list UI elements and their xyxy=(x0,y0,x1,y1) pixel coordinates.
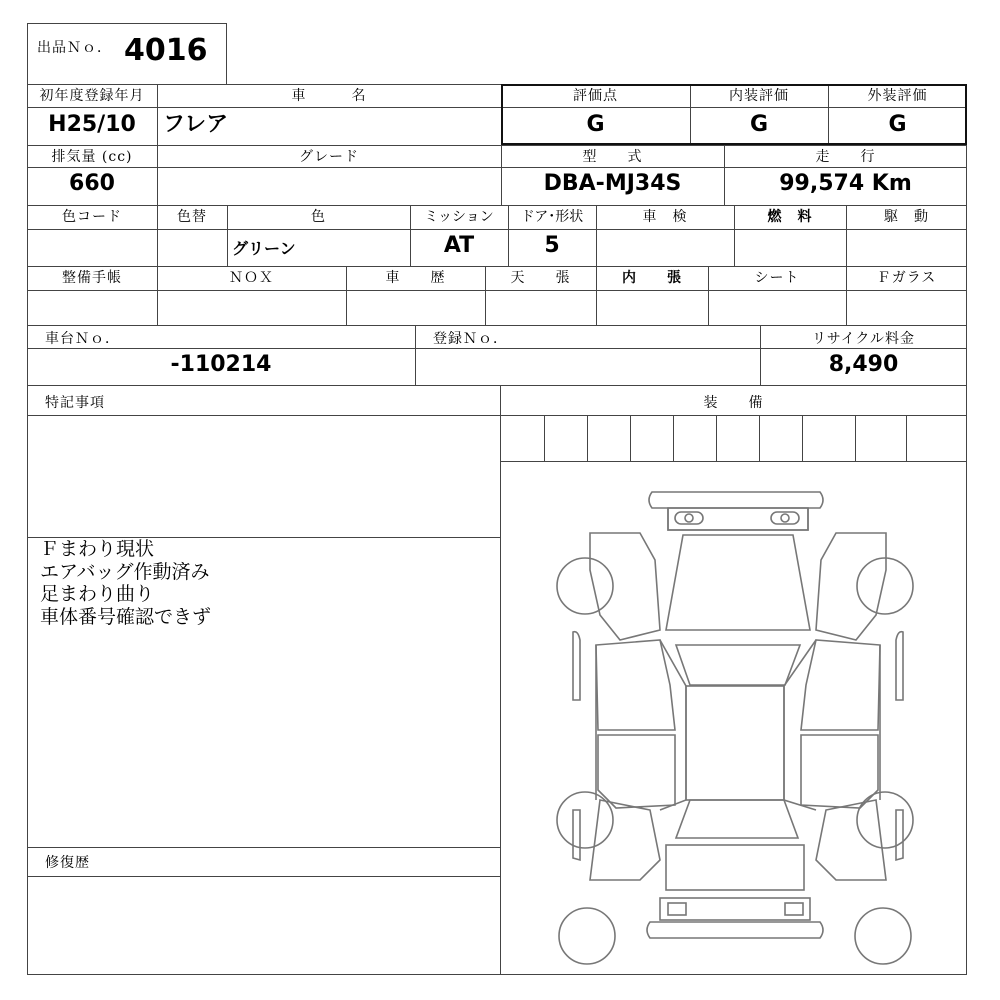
first-reg-value: H25/10 xyxy=(48,112,136,137)
repair-history-label: 修復歴 xyxy=(45,855,90,871)
remark-line: 車体番号確認できず xyxy=(40,605,212,628)
color-value: グリーン xyxy=(232,239,296,258)
remarks-notes xyxy=(40,538,211,628)
remark-line: エアバッグ作動済み xyxy=(40,560,210,583)
chassis-value: -110214 xyxy=(170,352,272,377)
nox-label: ＮＯＸ xyxy=(229,270,274,286)
model-label: 型 式 xyxy=(582,149,643,165)
color-label: 色 xyxy=(311,209,326,225)
grade-label: グレード xyxy=(299,149,359,165)
displacement-label: 排気量 (cc) xyxy=(51,149,133,165)
first-reg-label: 初年度登録年月 xyxy=(39,88,145,104)
interior-eval-value: G xyxy=(749,112,769,137)
car-name-label: 車 名 xyxy=(291,88,367,104)
repaint-label: 色替 xyxy=(177,209,207,225)
interior-eval-label: 内装評価 xyxy=(729,88,789,104)
mileage-label: 走 行 xyxy=(815,149,876,165)
exterior-eval-label: 外装評価 xyxy=(867,88,928,104)
door-label: ドア･形状 xyxy=(520,209,584,225)
remark-line: 足まわり曲り xyxy=(40,583,155,605)
color-code-label: 色コード xyxy=(62,209,122,225)
transmission-label: ミッション xyxy=(424,209,494,225)
mileage-value: 99,574 Km xyxy=(779,171,912,196)
history-label: 車 歴 xyxy=(385,270,446,286)
car-body-diagram xyxy=(501,462,966,974)
seat-label: シート xyxy=(754,270,800,286)
equipment-label: 装 備 xyxy=(703,395,764,411)
interior-trim-label: 内 張 xyxy=(622,270,682,286)
fuel-label: 燃 料 xyxy=(767,209,813,225)
front-glass-label: Ｆガラス xyxy=(876,270,937,286)
remark-line: Ｆまわり現状 xyxy=(40,538,155,560)
inspection-label: 車 検 xyxy=(642,209,688,225)
door-value: 5 xyxy=(544,233,560,258)
drive-label: 駆 動 xyxy=(884,209,929,225)
score-label: 評価点 xyxy=(573,88,618,104)
sunroof-label: 天 張 xyxy=(510,270,571,286)
lot-number-label: 出品Ｎｏ． xyxy=(37,40,112,56)
model-value: DBA-MJ34S xyxy=(543,171,682,196)
car-name-value: フレア xyxy=(163,112,229,137)
exterior-eval-value: G xyxy=(888,112,907,137)
displacement-value: 660 xyxy=(69,171,115,196)
remarks-label: 特記事項 xyxy=(45,395,105,411)
lot-number: 4016 xyxy=(124,33,208,68)
transmission-value: AT xyxy=(443,233,475,258)
maintenance-label: 整備手帳 xyxy=(62,270,122,286)
recycle-value: 8,490 xyxy=(828,352,899,377)
recycle-label: リサイクル料金 xyxy=(811,331,916,347)
score-value: G xyxy=(586,112,605,137)
registration-label: 登録Ｎｏ． xyxy=(433,331,508,347)
chassis-label: 車台Ｎｏ． xyxy=(45,331,120,347)
